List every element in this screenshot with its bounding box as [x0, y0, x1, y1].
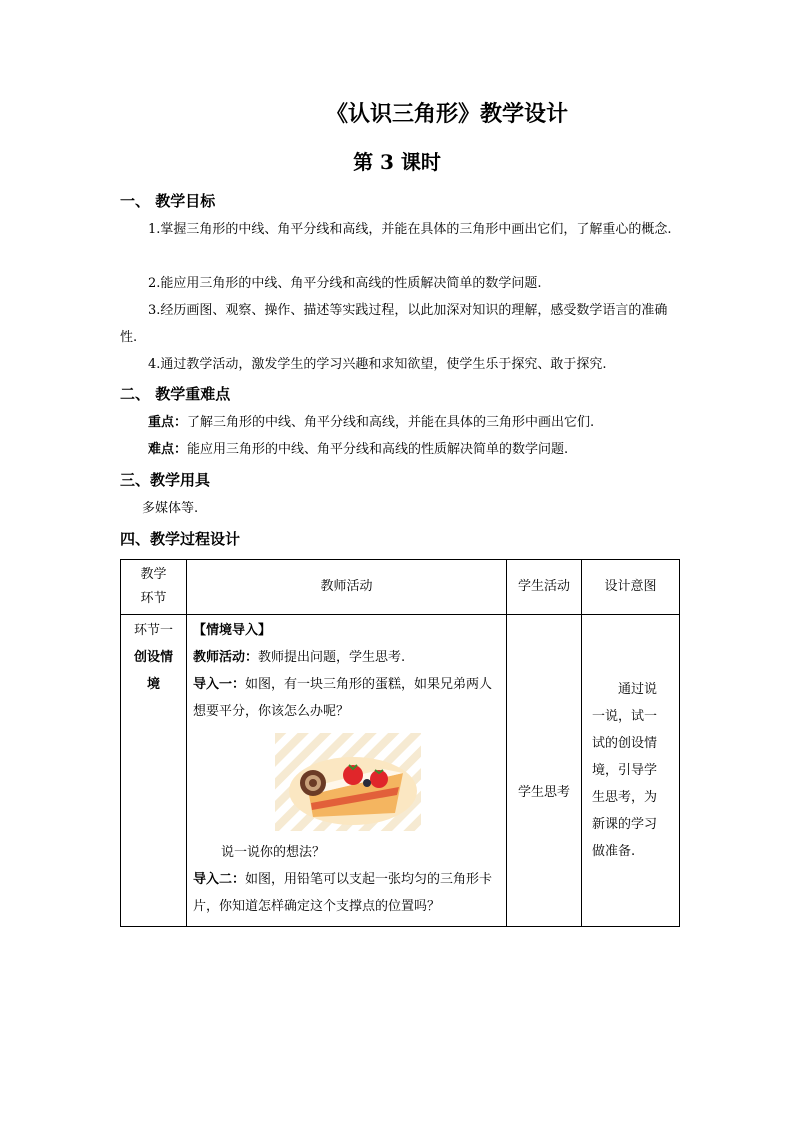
document-title: 《认识三角形》教学设计: [325, 101, 568, 127]
header-stage-line: 教学: [140, 567, 167, 582]
intro1-text: 如图，有一块三角形的蛋糕，如果兄弟两人想要平分，你该怎么办呢？: [193, 677, 493, 719]
section-heading-objectives: 一、 教学目标: [120, 192, 216, 210]
process-table: [120, 559, 680, 927]
objective-item: 4.通过教学活动，激发学生的学习兴趣和求知欲望，使学生乐于探究、敢于探究.: [148, 357, 607, 372]
difficult-point-text: 能应用三角形的中线、角平分线和高线的性质解决简单的数学问题.: [187, 442, 569, 457]
intro2-label: 导入二：: [193, 872, 246, 887]
teacher-activity-line: [193, 644, 500, 671]
difficult-point-line: [120, 436, 680, 463]
stage-line: 创设情: [133, 650, 173, 665]
table-header-row: [121, 560, 680, 615]
key-point-line: [120, 409, 680, 436]
intro2-paragraph: [193, 866, 500, 920]
header-teacher: 教师活动: [187, 560, 507, 615]
header-student: 学生活动: [507, 560, 582, 615]
situation-heading: 【情境导入】: [193, 623, 272, 638]
table-row: [121, 615, 680, 927]
teacher-activity-label: 教师活动：: [193, 650, 259, 665]
document-subtitle: 第 3 课时: [353, 150, 441, 174]
intro1-paragraph: [193, 671, 500, 725]
teacher-activity-cell: [187, 615, 507, 927]
key-point-label: 重点：: [148, 415, 188, 430]
design-intent-cell: 通过说一说，试一试的创设情境，引导学生思考，为新课的学习做准备.: [582, 615, 680, 927]
section-heading-tools: 三、教学用具: [120, 471, 211, 489]
header-intent: 设计意图: [582, 560, 680, 615]
key-point-text: 了解三角形的中线、角平分线和高线，并能在具体的三角形中画出它们.: [187, 415, 595, 430]
intro1-label: 导入一：: [193, 677, 246, 692]
header-stage-line: 环节: [140, 591, 167, 606]
intro2-text: 如图，用铅笔可以支起一张均匀的三角形卡片，你知道怎样确定这个支撑点的位置吗？: [193, 872, 493, 914]
objective-item: 2.能应用三角形的中线、角平分线和高线的性质解决简单的数学问题.: [148, 276, 542, 291]
difficult-point-label: 难点：: [148, 442, 188, 457]
header-stage: [121, 560, 187, 615]
stage-line: 境: [146, 677, 160, 692]
say-prompt: 说一说你的想法？: [221, 845, 326, 860]
objective-item: 3.经历画图、观察、操作、描述等实践过程，以此加深对知识的理解，感受数学语言的准确性.: [120, 303, 668, 345]
cake-image: [275, 733, 421, 831]
stage-line: 环节一: [133, 623, 173, 638]
teacher-activity-text: 教师提出问题，学生思考.: [258, 650, 406, 665]
tools-text: 多媒体等.: [142, 501, 199, 516]
section-heading-key-points: 二、 教学重难点: [120, 385, 231, 403]
stage-cell: [121, 615, 187, 927]
student-activity-cell: 学生思考: [507, 615, 582, 927]
section-heading-process: 四、教学过程设计: [120, 530, 241, 548]
objective-item: 1.掌握三角形的中线、角平分线和高线，并能在具体的三角形中画出它们，了解重心的概念.: [148, 222, 672, 237]
